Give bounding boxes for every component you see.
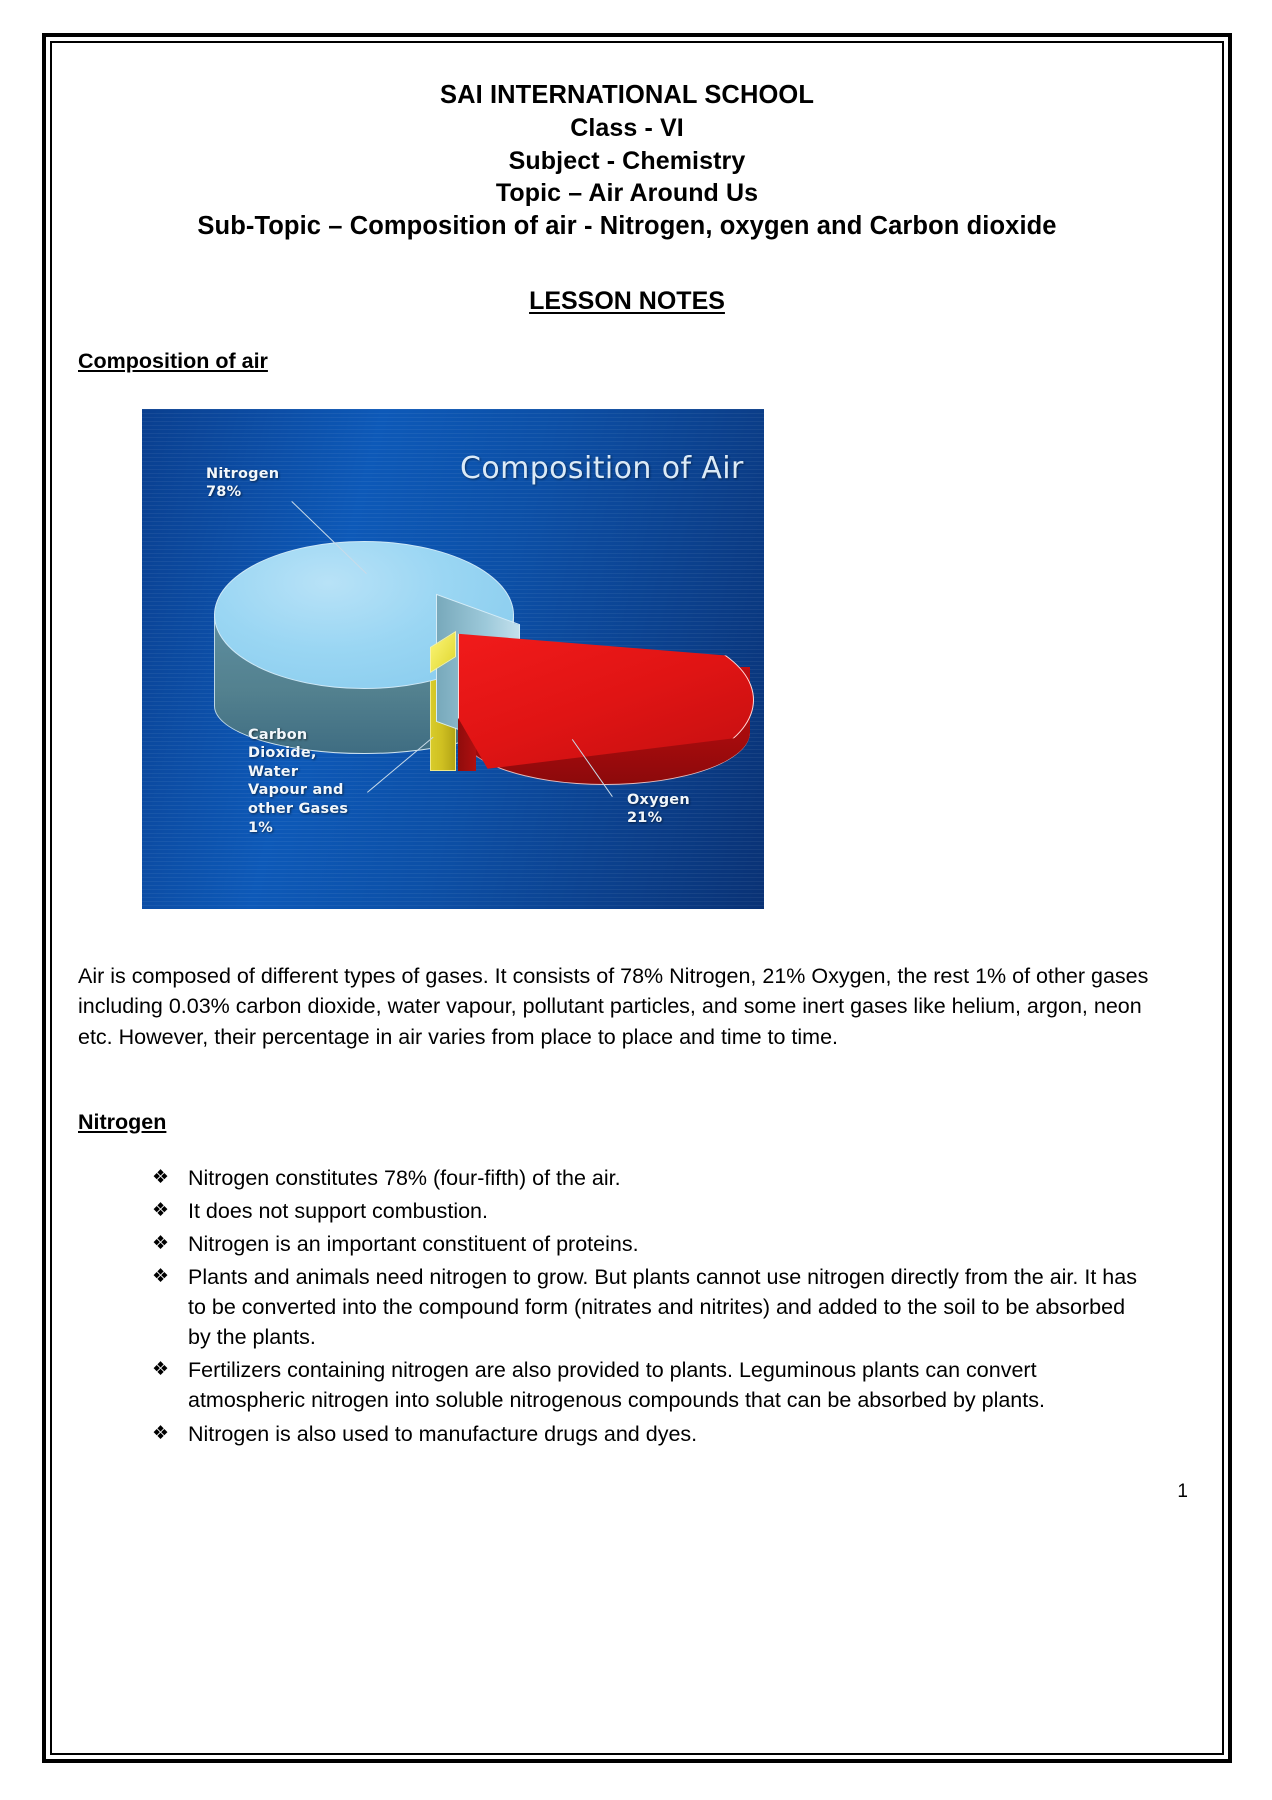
chart-label-nitrogen-name: Nitrogen — [206, 465, 280, 482]
header-subject: Subject - Chemistry — [508, 146, 746, 175]
chart-label-oxygen-name: Oxygen — [627, 791, 690, 808]
chart-label-other-value: 1% — [248, 819, 274, 836]
chart-label-other-line5: other Gases — [248, 800, 349, 817]
list-item — [152, 1355, 1146, 1415]
chart-label-nitrogen-value: 78% — [206, 484, 242, 501]
pie-chart — [142, 409, 764, 909]
lesson-notes-title: LESSON NOTES — [529, 286, 725, 315]
list-item-text: Fertilizers containing nitrogen are also provided to plants. Leguminous plants can convert atmospheric nitrogen into soluble nitrogenous compounds that can be absorbed by plants. — [188, 1358, 1045, 1413]
header-subtopic: Sub-Topic – Composition of air - Nitrogen, oxygen and Carbon dioxide — [197, 211, 1057, 240]
chart-label-nitrogen — [206, 465, 279, 502]
bullet-diamond-icon: ❖ — [152, 1198, 170, 1221]
list-item — [152, 1196, 1146, 1226]
list-item-text: Plants and animals need nitrogen to grow. But plants cannot use nitrogen directly from the air. It has to be converted into the compound form (nitrates and nitrites) and added to the soil to be absorbed by the plants. — [188, 1265, 1137, 1350]
nitrogen-bullet-list — [74, 1163, 1180, 1449]
list-item — [152, 1262, 1146, 1352]
page-content — [52, 43, 1222, 1753]
chart-label-other-line4: Vapour and — [248, 782, 344, 799]
list-item-text: It does not support combustion. — [188, 1198, 488, 1223]
page-number: 1 — [1177, 1481, 1188, 1502]
page-border-outer — [42, 33, 1232, 1763]
list-item-text: Nitrogen is an important constituent of proteins. — [188, 1232, 639, 1257]
figure-composition-of-air — [142, 409, 1180, 909]
section-heading-wrap — [74, 316, 1180, 374]
document-header — [74, 79, 1180, 243]
chart-label-oxygen — [627, 791, 690, 828]
chart-label-other-line3: Water — [248, 763, 299, 780]
list-item-text: Nitrogen is also used to manufacture drugs and dyes. — [188, 1421, 698, 1446]
header-school-name: SAI INTERNATIONAL SCHOOL — [439, 81, 815, 109]
section-heading-nitrogen: Nitrogen — [78, 1109, 167, 1134]
list-item — [152, 1163, 1146, 1193]
chart-label-other-gases — [248, 726, 348, 837]
header-topic: Topic – Air Around Us — [495, 179, 759, 208]
nitrogen-heading-wrap — [74, 1074, 1180, 1135]
bullet-diamond-icon: ❖ — [152, 1421, 170, 1444]
list-item-text: Nitrogen constitutes 78% (four-fifth) of the air. — [188, 1165, 621, 1190]
chart-title: Composition of Air — [460, 450, 744, 486]
chart-label-oxygen-value: 21% — [627, 810, 663, 827]
list-item — [152, 1419, 1146, 1449]
page-border-inner — [50, 41, 1224, 1755]
chart-label-other-line2: Dioxide, — [248, 745, 317, 762]
header-class: Class - VI — [570, 114, 684, 143]
bullet-diamond-icon: ❖ — [152, 1358, 170, 1381]
body-paragraph: Air is composed of different types of gases. It consists of 78% Nitrogen, 21% Oxygen, the rest 1% of other gases including 0.03% carbon dioxide, water vapour, pollutant particles, and some inert gases like helium, argon, neon etc. However, their percentage in air varies from place to place and time to time. — [78, 963, 1149, 1049]
bullet-diamond-icon: ❖ — [152, 1165, 170, 1188]
bullet-diamond-icon: ❖ — [152, 1265, 170, 1288]
list-item — [152, 1229, 1146, 1259]
section-heading-composition-of-air: Composition of air — [78, 348, 268, 373]
bullet-diamond-icon: ❖ — [152, 1232, 170, 1255]
chart-label-other-line1: Carbon — [248, 726, 308, 743]
